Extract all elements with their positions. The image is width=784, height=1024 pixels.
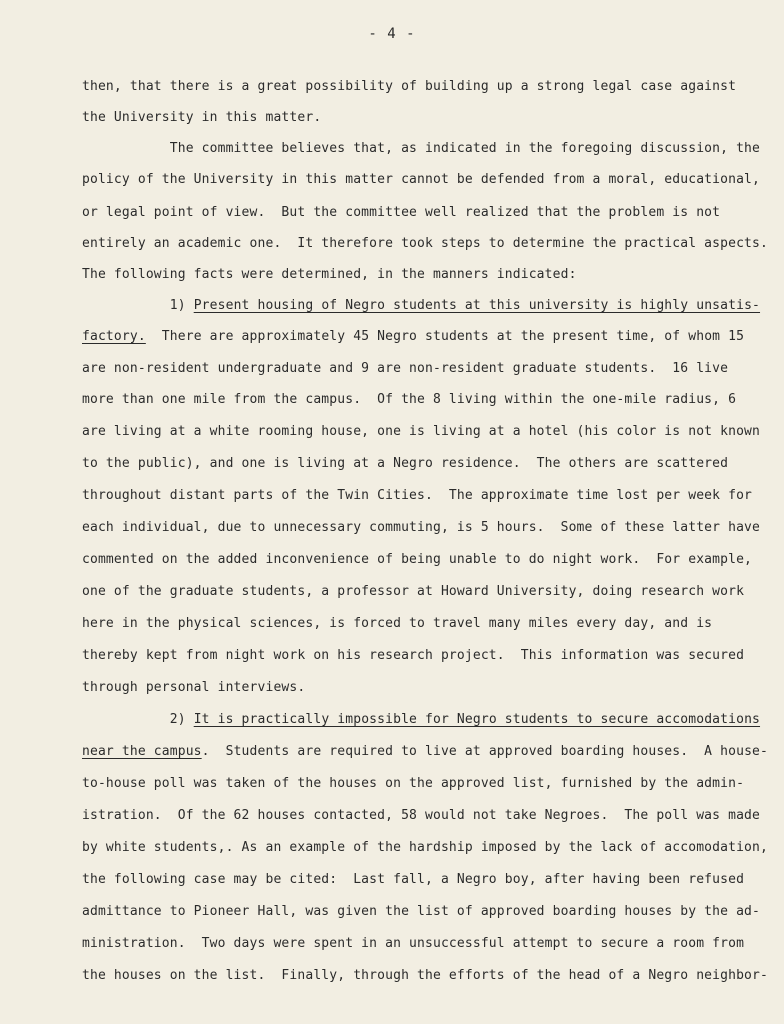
text-line <box>82 361 728 377</box>
page-number: - 4 - <box>368 26 416 42</box>
line-text: each individual, due to unnecessary commuting, is 5 hours. Some of these latter have <box>82 520 761 535</box>
line-text: There are approximately 45 Negro students at the present time, of whom 15 <box>145 329 745 344</box>
text-line <box>82 616 712 632</box>
text-line <box>82 744 768 760</box>
line-text: 2) <box>82 712 194 727</box>
text-line <box>82 968 768 984</box>
underlined-text: Present housing of Negro students at this university is highly unsatis- <box>193 298 761 313</box>
line-text: policy of the University in this matter cannot be defended from a moral, educational, <box>82 172 761 187</box>
text-line <box>82 840 768 856</box>
text-line <box>82 141 760 157</box>
line-text: entirely an academic one. It therefore took steps to determine the practical aspects. <box>82 236 768 251</box>
text-line <box>82 267 577 283</box>
line-text: more than one mile from the campus. Of the 8 living within the one-mile radius, 6 <box>82 392 737 407</box>
line-text: throughout distant parts of the Twin Cities. The approximate time lost per week for <box>82 488 753 503</box>
text-line <box>82 110 321 126</box>
line-text: one of the graduate students, a professor at Howard University, doing research work <box>82 584 745 599</box>
line-text: . Students are required to live at approved boarding houses. A house- <box>201 744 768 759</box>
text-line <box>82 936 744 952</box>
line-text: admittance to Pioneer Hall, was given the list of approved boarding houses by the ad- <box>82 904 761 919</box>
text-line <box>82 904 760 920</box>
line-text: The committee believes that, as indicated in the foregoing discussion, the <box>82 141 761 156</box>
underlined-text: factory. <box>82 329 146 344</box>
underlined-text: near the campus <box>82 744 202 759</box>
text-line <box>82 584 744 600</box>
text-line <box>82 872 744 888</box>
text-line <box>82 648 744 664</box>
text-line <box>82 329 744 345</box>
text-line <box>82 79 736 95</box>
line-text: are living at a white rooming house, one is living at a hotel (his color is not known <box>82 424 761 439</box>
text-line <box>82 424 760 440</box>
text-line <box>82 552 752 568</box>
underlined-text: It is practically impossible for Negro students to secure accomodations <box>193 712 761 727</box>
line-text: then, that there is a great possibility of building up a strong legal case against <box>82 79 737 94</box>
line-text: by white students,. As an example of the hardship imposed by the lack of accomodation, <box>82 840 768 855</box>
line-text: istration. Of the 62 houses contacted, 58 would not take Negroes. The poll was made <box>82 808 761 823</box>
text-line <box>82 392 736 408</box>
text-line <box>82 712 760 728</box>
text-line <box>82 236 768 252</box>
line-text: to the public), and one is living at a Negro residence. The others are scattered <box>82 456 729 471</box>
text-line <box>82 680 305 696</box>
line-text: or legal point of view. But the committee well realized that the problem is not <box>82 205 721 220</box>
line-text: are non-resident undergraduate and 9 are non-resident graduate students. 16 live <box>82 361 729 376</box>
line-text: thereby kept from night work on his research project. This information was secured <box>82 648 745 663</box>
line-text: the University in this matter. <box>82 110 322 125</box>
text-line <box>82 205 720 221</box>
line-text: commented on the added inconvenience of being unable to do night work. For example, <box>82 552 753 567</box>
line-text: to-house poll was taken of the houses on the approved list, furnished by the admin- <box>82 776 745 791</box>
line-text: ministration. Two days were spent in an unsuccessful attempt to secure a room from <box>82 936 745 951</box>
line-text: 1) <box>82 298 194 313</box>
text-line <box>82 776 744 792</box>
text-line <box>82 520 760 536</box>
line-text: The following facts were determined, in the manners indicated: <box>82 267 577 282</box>
line-text: through personal interviews. <box>82 680 306 695</box>
text-line <box>82 488 752 504</box>
text-line <box>82 298 760 314</box>
text-line <box>82 456 728 472</box>
text-line <box>82 172 760 188</box>
line-text: the houses on the list. Finally, through the efforts of the head of a Negro neighbor- <box>82 968 768 983</box>
line-text: here in the physical sciences, is forced to travel many miles every day, and is <box>82 616 713 631</box>
line-text: the following case may be cited: Last fall, a Negro boy, after having been refused <box>82 872 745 887</box>
text-line <box>82 808 760 824</box>
